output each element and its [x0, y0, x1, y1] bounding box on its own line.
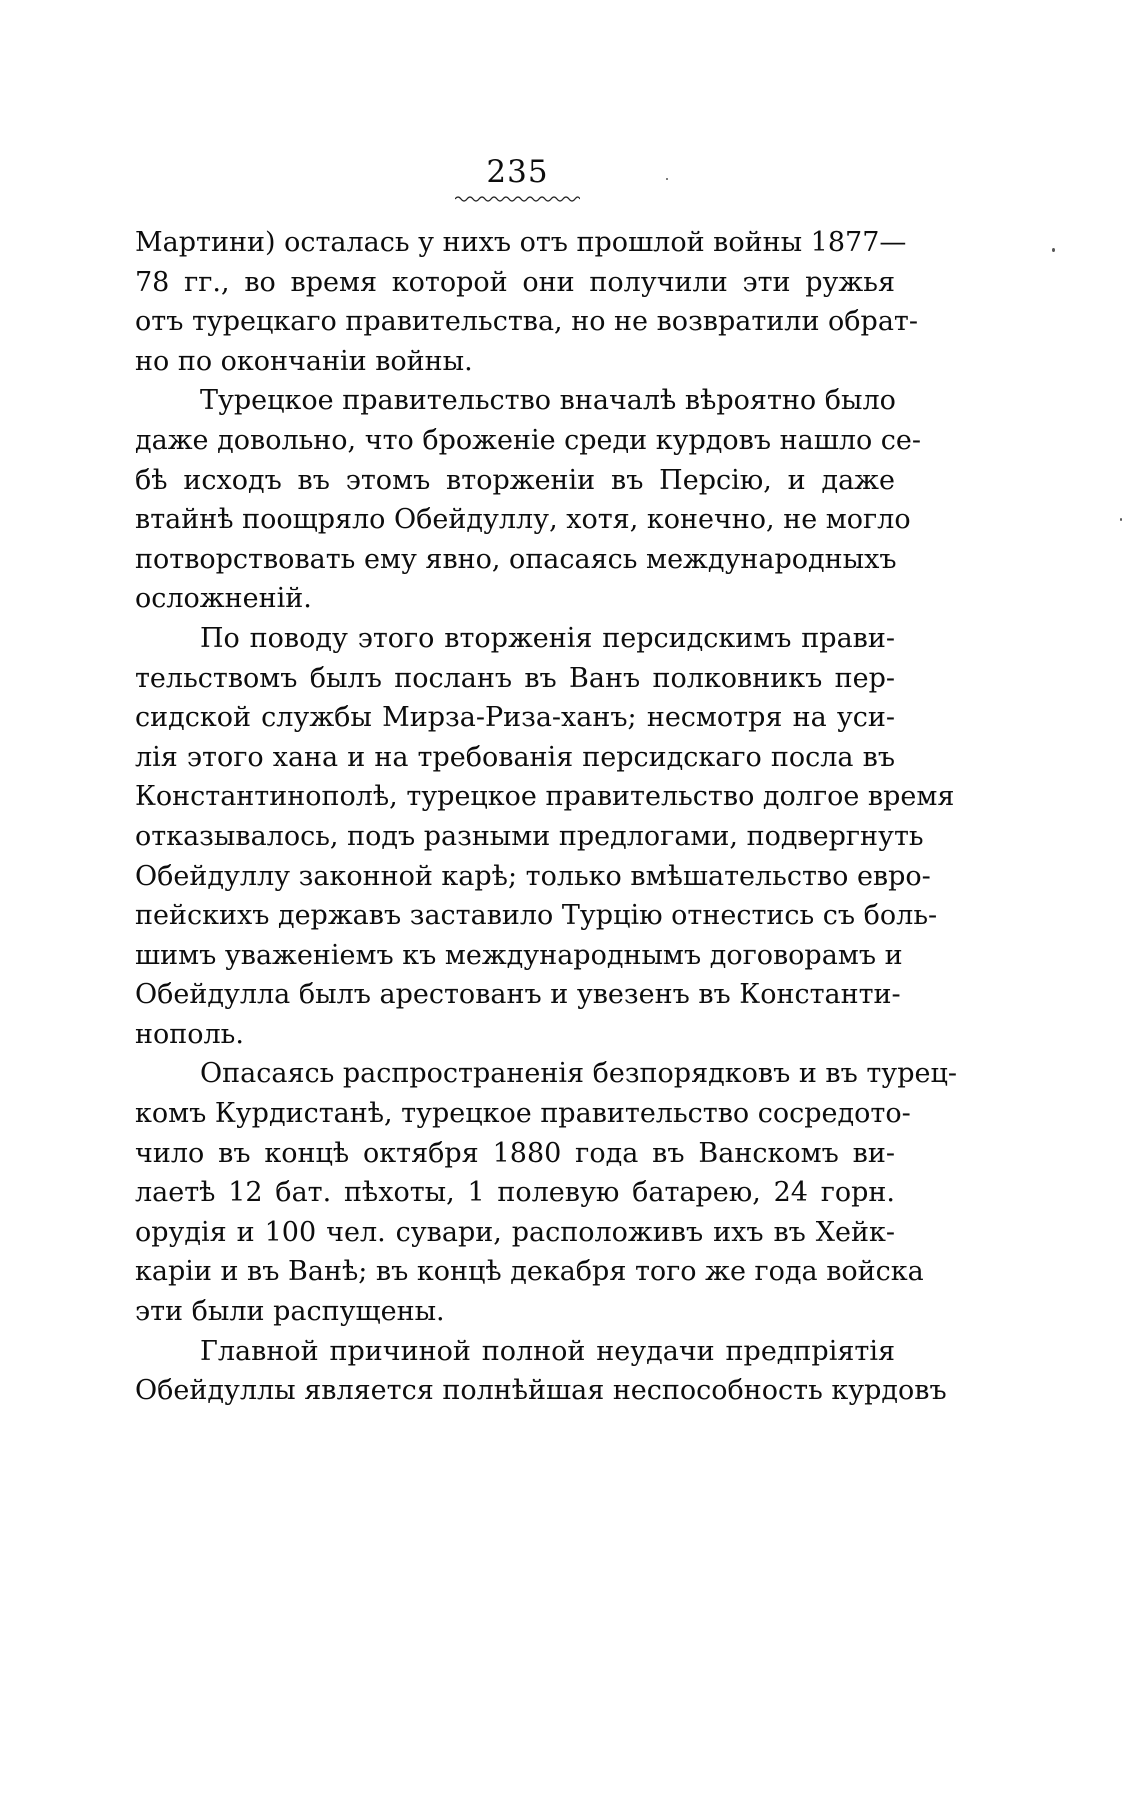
text-line: лаетѣ 12 бат. пѣхоты, 1 полевую батарею, 24 горн.: [135, 1177, 895, 1209]
text-line: втайнѣ поощряло Обейдуллу, хотя, конечно, не могло: [135, 504, 911, 536]
text-line: но по окончаніи войны.: [135, 345, 473, 377]
wavy-rule-ornament: [455, 194, 580, 204]
text-line: отказывалось, подъ разными предлогами, подвергнуть: [135, 820, 924, 852]
text-line: осложненій.: [135, 583, 312, 615]
text-line: Обейдулла былъ арестованъ и увезенъ въ Константи-: [135, 979, 901, 1011]
text-line: потворствовать ему явно, опасаясь международныхъ: [135, 543, 897, 575]
text-line: сидской службы Мирза-Риза-ханъ; несмотря на уси-: [135, 702, 895, 734]
text-line: комъ Курдистанѣ, турецкое правительство сосредото-: [135, 1098, 911, 1130]
text-line: Обейдуллу законной карѣ; только вмѣшательство евро-: [135, 860, 931, 892]
text-line: Опасаясь распространенія безпорядковъ и въ турец-: [200, 1058, 957, 1090]
text-line: орудія и 100 чел. сувари, расположивъ ихъ въ Хейк-: [135, 1216, 895, 1248]
text-line: Константинополѣ, турецкое правительство долгое время: [135, 781, 955, 813]
text-line: каріи и въ Ванѣ; въ концѣ декабря того же года войска: [135, 1256, 924, 1288]
scan-speck: [1120, 518, 1122, 521]
text-line: чило въ концѣ октября 1880 года въ Ванскомъ ви-: [135, 1137, 895, 1169]
text-line: тельствомъ былъ посланъ въ Ванъ полковникъ пер-: [135, 662, 895, 694]
text-line: шимъ уваженіемъ къ международнымъ договорамъ и: [135, 939, 903, 971]
page-number: 235: [486, 154, 549, 190]
text-line: эти были распущены.: [135, 1296, 445, 1328]
paragraph-3: [135, 619, 955, 1055]
scan-speck: [666, 178, 668, 180]
text-line: лія этого хана и на требованія персидскаго посла въ: [135, 741, 895, 773]
body-text: [135, 223, 957, 1411]
paragraph-4: [135, 1054, 957, 1331]
text-line: Главной причиной полной неудачи предпріятія: [200, 1335, 895, 1367]
text-line: По поводу этого вторженія персидскимъ прави-: [200, 622, 895, 654]
text-line: Обейдуллы является полнѣйшая неспособность курдовъ: [135, 1375, 947, 1407]
text-line: бѣ исходъ въ этомъ вторженіи въ Персію, и даже: [135, 464, 895, 496]
scan-speck: [1052, 248, 1055, 252]
text-line: Турецкое правительство вначалѣ вѣроятно было: [200, 385, 896, 417]
text-line: даже довольно, что броженіе среди курдовъ нашло се-: [135, 424, 922, 456]
text-line: пейскихъ державъ заставило Турцію отнестись съ боль-: [135, 900, 938, 932]
paragraph-1: [135, 223, 918, 381]
text-line: 78 гг., во время которой они получили эти ружья: [135, 266, 895, 298]
paragraph-5: [135, 1332, 947, 1411]
paragraph-2: [135, 381, 922, 619]
text-line: нополь.: [135, 1018, 244, 1050]
text-line: Мартини) осталась у нихъ отъ прошлой войны 1877—: [135, 227, 907, 258]
text-line: отъ турецкаго правительства, но не возвратили обрат-: [135, 306, 918, 338]
